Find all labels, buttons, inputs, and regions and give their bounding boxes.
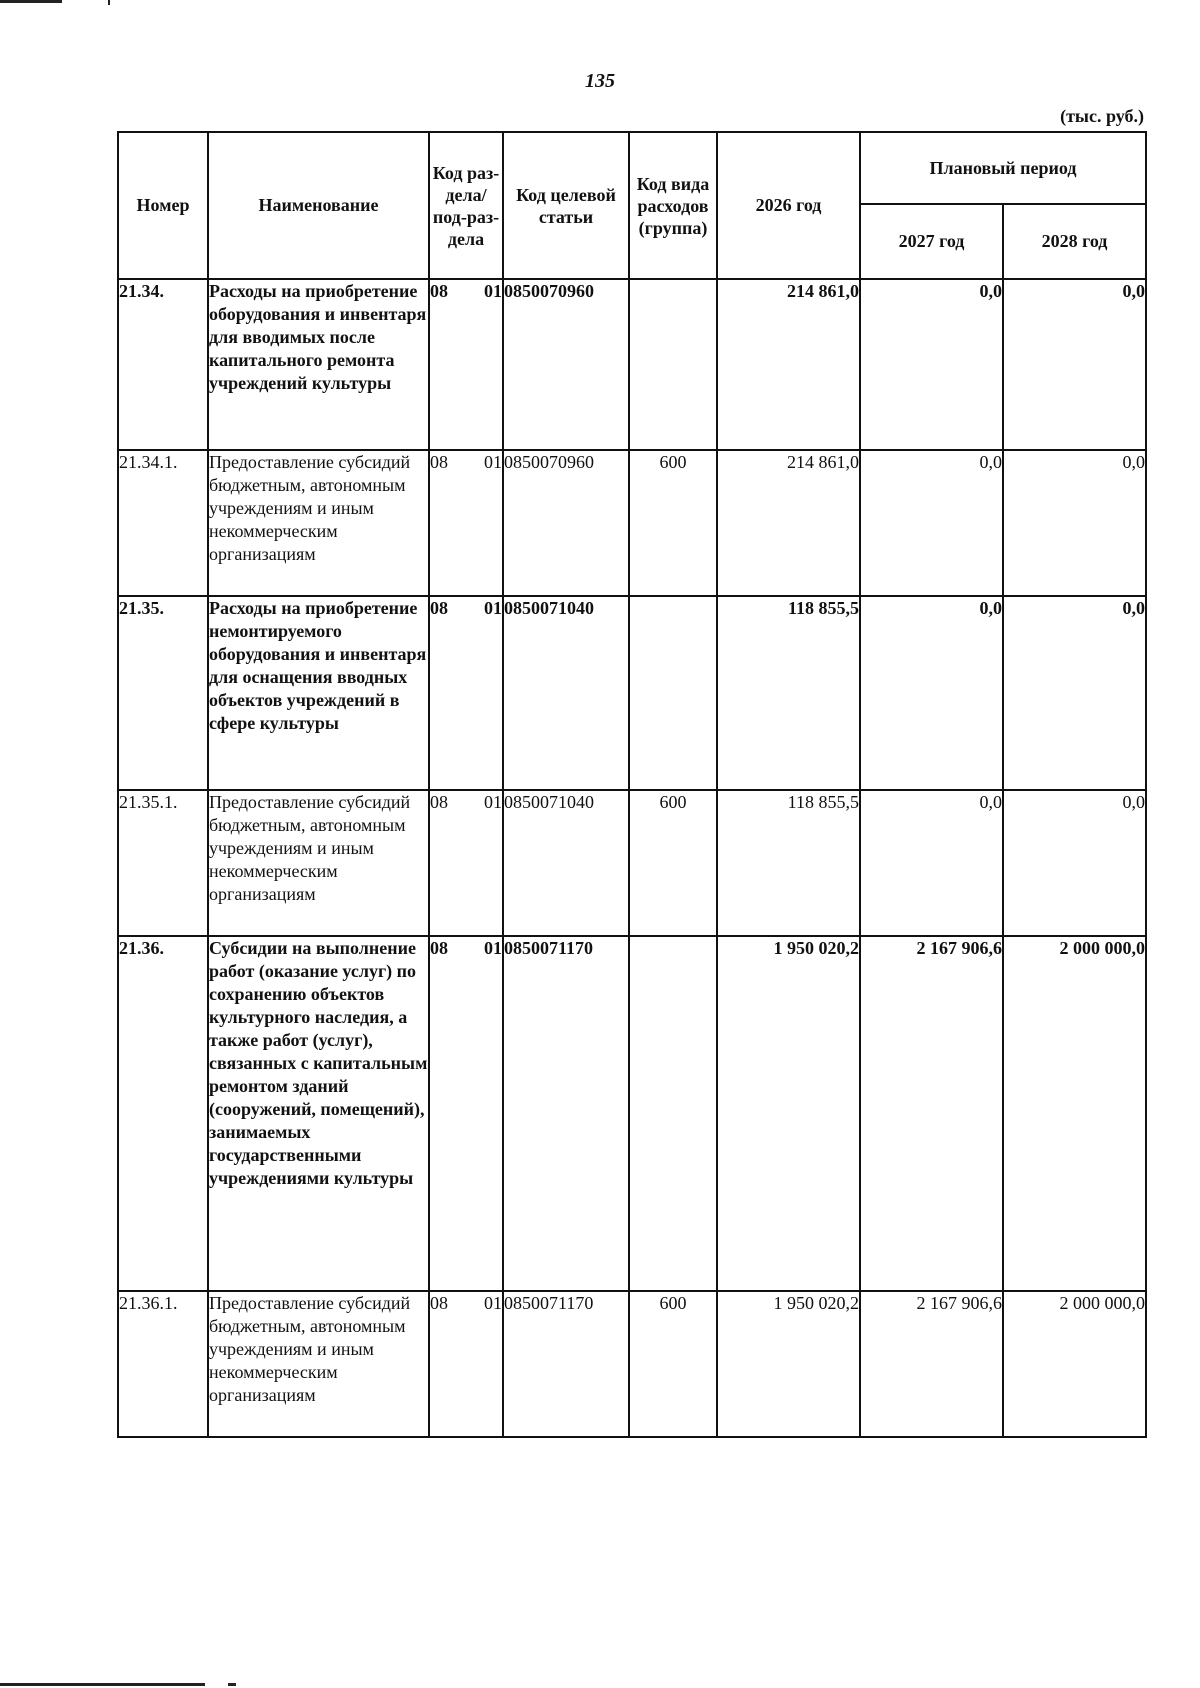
header-section: Код раз-дела/ под-раз-дела (429, 132, 503, 279)
table-row (118, 1291, 1146, 1437)
row-expense-type: 600 (629, 790, 717, 936)
header-2027: 2027 год (860, 204, 1003, 279)
row-value-2027: 0,0 (860, 596, 1003, 790)
table-row (118, 936, 1146, 1291)
row-value-2027: 0,0 (860, 790, 1003, 936)
row-number: 21.36. (118, 936, 208, 1291)
table-row (118, 279, 1146, 450)
row-value-2026: 1 950 020,2 (717, 936, 860, 1291)
row-target-code: 0850071040 (503, 790, 629, 936)
row-name: Расходы на приобретение немонтируемого оборудования и инвентаря для оснащения вводных объектов учреждений в сфере культуры (208, 596, 429, 790)
row-value-2027: 0,0 (860, 450, 1003, 596)
row-value-2026: 1 950 020,2 (717, 1291, 860, 1437)
row-section (429, 450, 503, 596)
section-code: 08 (430, 598, 448, 618)
table-row (118, 596, 1146, 790)
table-header (118, 132, 1146, 279)
table-row (118, 790, 1146, 936)
row-name: Предоставление субсидий бюджетным, автономным учреждениям и иным некоммерческим организациям (208, 450, 429, 596)
row-name: Расходы на приобретение оборудования и инвентаря для вводимых после капитального ремонта учреждений культуры (208, 279, 429, 450)
row-value-2026: 214 861,0 (717, 450, 860, 596)
row-name: Предоставление субсидий бюджетным, автономным учреждениям и иным некоммерческим организациям (208, 1291, 429, 1437)
header-name: Наименование (208, 132, 429, 279)
row-target-code: 0850070960 (503, 450, 629, 596)
section-code: 08 (430, 792, 448, 812)
row-name: Субсидии на выполнение работ (оказание услуг) по сохранению объектов культурного наследия, а также работ (услуг), связанных с капитальным ремонтом зданий (сооружений, помещений), занимаемых государственными учреждениями культуры (208, 936, 429, 1291)
row-value-2028: 0,0 (1003, 450, 1146, 596)
row-target-code: 0850071170 (503, 936, 629, 1291)
section-code: 08 (430, 938, 448, 958)
subsection-code: 01 (484, 792, 502, 812)
scan-edge-mark (228, 1683, 236, 1686)
units-label: (тыс. руб.) (1060, 106, 1144, 126)
subsection-code: 01 (484, 281, 502, 301)
row-value-2028: 2 000 000,0 (1003, 936, 1146, 1291)
section-code: 08 (430, 281, 448, 301)
row-value-2027: 0,0 (860, 279, 1003, 450)
row-number: 21.35. (118, 596, 208, 790)
scan-edge-mark (0, 0, 62, 3)
scan-edge-mark (0, 1683, 205, 1686)
page-number: 135 (585, 70, 615, 92)
row-expense-type: 600 (629, 1291, 717, 1437)
row-number: 21.35.1. (118, 790, 208, 936)
row-expense-type: 600 (629, 450, 717, 596)
row-number: 21.34. (118, 279, 208, 450)
row-name: Предоставление субсидий бюджетным, автономным учреждениям и иным некоммерческим организациям (208, 790, 429, 936)
row-value-2026: 118 855,5 (717, 596, 860, 790)
header-expense-type: Код вида расходов (группа) (629, 132, 717, 279)
row-value-2027: 2 167 906,6 (860, 936, 1003, 1291)
row-expense-type (629, 279, 717, 450)
scan-edge-mark (108, 0, 110, 5)
row-value-2028: 0,0 (1003, 790, 1146, 936)
section-code: 08 (430, 452, 448, 472)
budget-table (117, 131, 1147, 1438)
subsection-code: 01 (484, 938, 502, 958)
row-number: 21.36.1. (118, 1291, 208, 1437)
row-section (429, 596, 503, 790)
header-2026: 2026 год (717, 132, 860, 279)
subsection-code: 01 (484, 1293, 502, 1313)
header-2028: 2028 год (1003, 204, 1146, 279)
row-value-2026: 214 861,0 (717, 279, 860, 450)
row-value-2026: 118 855,5 (717, 790, 860, 936)
row-value-2028: 0,0 (1003, 279, 1146, 450)
row-number: 21.34.1. (118, 450, 208, 596)
row-value-2027: 2 167 906,6 (860, 1291, 1003, 1437)
section-code: 08 (430, 1293, 448, 1313)
row-target-code: 0850071170 (503, 1291, 629, 1437)
table-row (118, 450, 1146, 596)
row-section (429, 790, 503, 936)
row-section (429, 1291, 503, 1437)
row-target-code: 0850071040 (503, 596, 629, 790)
header-target-code: Код целевой статьи (503, 132, 629, 279)
row-section (429, 279, 503, 450)
header-planned-period: Плановый период (860, 132, 1146, 204)
header-number: Номер (118, 132, 208, 279)
subsection-code: 01 (484, 598, 502, 618)
row-value-2028: 0,0 (1003, 596, 1146, 790)
subsection-code: 01 (484, 452, 502, 472)
row-expense-type (629, 596, 717, 790)
row-target-code: 0850070960 (503, 279, 629, 450)
row-section (429, 936, 503, 1291)
row-expense-type (629, 936, 717, 1291)
row-value-2028: 2 000 000,0 (1003, 1291, 1146, 1437)
